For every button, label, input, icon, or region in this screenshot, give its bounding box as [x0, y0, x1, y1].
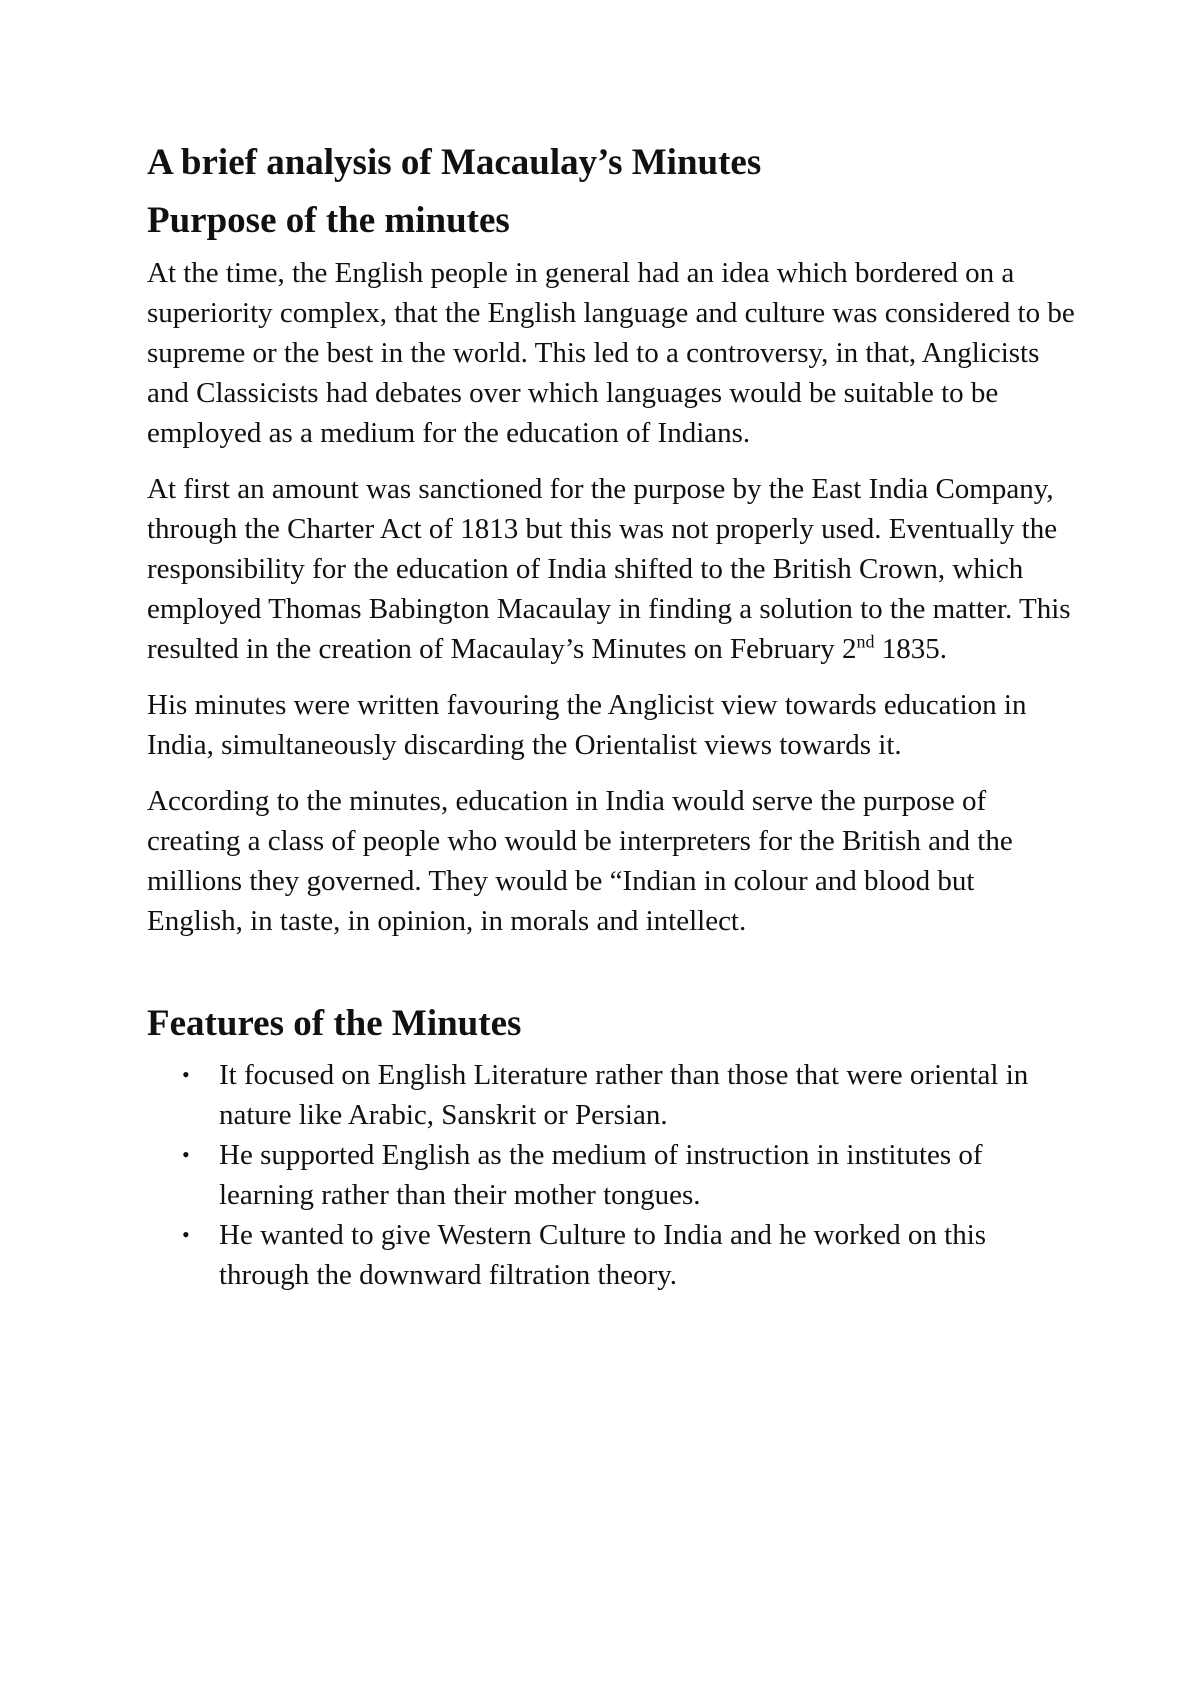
list-item-text: It focused on English Literature rather than those that were oriental in nature like Arabic, Sanskrit or Persian.: [219, 1058, 1029, 1131]
list-item: [147, 1215, 1077, 1295]
bullet-icon: •: [182, 1221, 190, 1247]
list-item: [147, 1055, 1077, 1135]
paragraph-4: According to the minutes, education in India would serve the purpose of creating a class of people who would be interpreters for the British and the millions they governed. They would be “Indian in colour and blood but English, in taste, in opinion, in morals and intellect.: [147, 784, 1013, 937]
section-heading-purpose: Purpose of the minutes: [147, 200, 510, 242]
bullet-icon: •: [182, 1061, 190, 1087]
list-item-text: He wanted to give Western Culture to India and he worked on this through the downward filtration theory.: [219, 1218, 987, 1291]
ordinal-superscript: nd: [856, 630, 875, 651]
paragraph-2-text: At first an amount was sanctioned for the purpose by the East India Company, through the Charter Act of 1813 but this was not properly used. Eventually the responsibility for the education of India shifted to the British Crown, which employed Thomas Babington Macaulay in finding a solution to the matter. This resulted in the creation of Macaulay’s Minutes on February 2: [147, 472, 1071, 665]
document-title: A brief analysis of Macaulay’s Minutes: [147, 142, 762, 183]
paragraph-1: At the time, the English people in general had an idea which bordered on a superiority complex, that the English language and culture was considered to be supreme or the best in the world. This led to a controversy, in that, Anglicists and Classicists had debates over which languages would be suitable to be employed as a medium for the education of Indians.: [147, 256, 1075, 449]
list-item: [147, 1135, 1077, 1215]
section-heading-features: Features of the Minutes: [147, 1002, 522, 1044]
bullet-icon: •: [182, 1141, 190, 1167]
list-item-text: He supported English as the medium of instruction in institutes of learning rather than their mother tongues.: [219, 1138, 983, 1211]
document-page: [147, 140, 1077, 1295]
paragraph-2: [147, 469, 1077, 669]
paragraph-2-year: 1835.: [874, 632, 947, 665]
features-list: [147, 1055, 1077, 1295]
paragraph-3: His minutes were written favouring the Anglicist view towards education in India, simultaneously discarding the Orientalist views towards it.: [147, 688, 1027, 761]
